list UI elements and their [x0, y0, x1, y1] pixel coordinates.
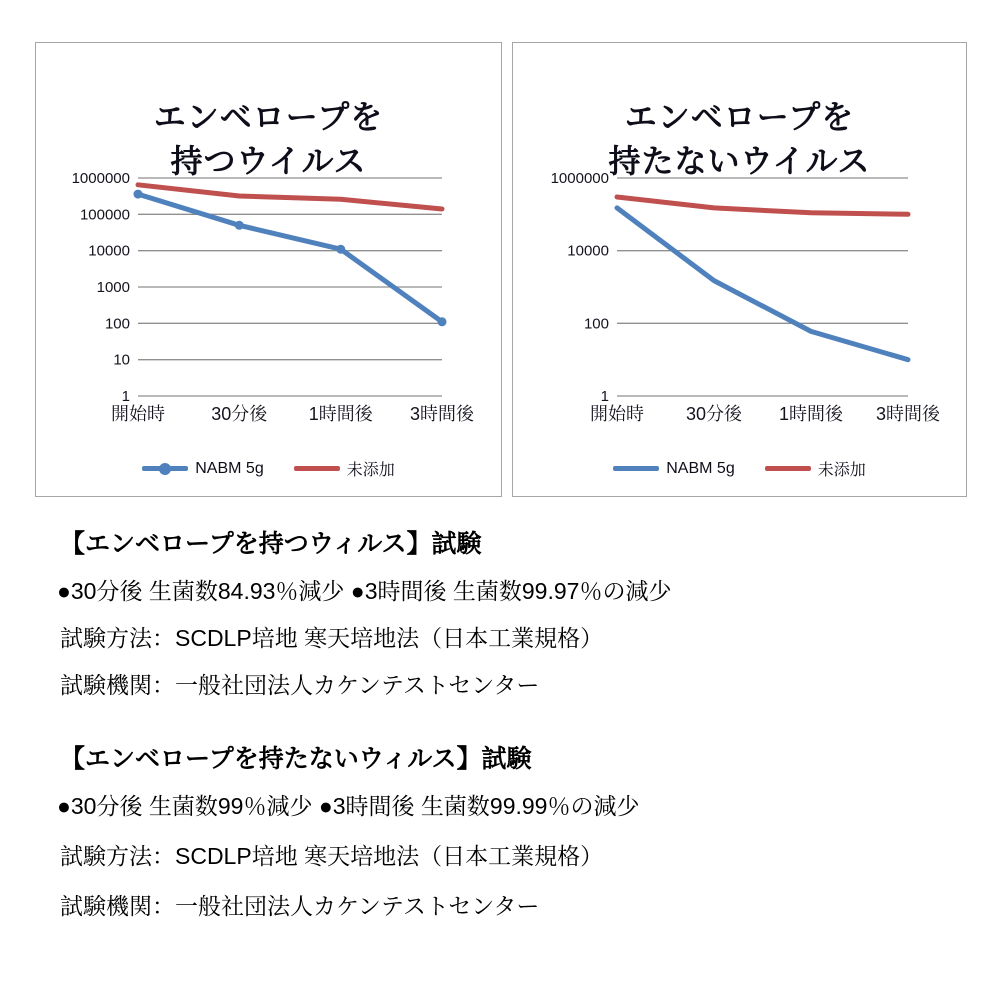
- chart-legend: [513, 457, 966, 480]
- series-line: [617, 208, 908, 360]
- legend-marker-icon: [159, 463, 171, 475]
- chart-title-line-2: 持つウイルス: [170, 143, 367, 179]
- legend-label: NABM 5g: [195, 459, 264, 477]
- x-category-label: 1時間後: [778, 404, 844, 424]
- data-point-marker: [336, 245, 345, 254]
- chart-panel-non-enveloped: [512, 42, 967, 497]
- data-point-marker: [438, 317, 447, 326]
- section-heading-enveloped: 【エンベロープを持つウィルス】試験: [60, 530, 482, 558]
- x-category-label: 開始時: [590, 404, 644, 424]
- section-results-non-enveloped: ●30分後 生菌数99％減少 ●3時間後 生菌数99.99％の減少: [57, 793, 640, 819]
- legend-item: [613, 460, 734, 478]
- chart-legend: [36, 457, 501, 480]
- legend-label: NABM 5g: [666, 459, 735, 477]
- y-tick-label: 1: [121, 388, 130, 405]
- chart-title-line-1: エンベロープを: [624, 99, 855, 135]
- legend-line-swatch: [294, 466, 340, 471]
- section-organization-non-enveloped: 試験機関：一般社団法人カケンテストセンター: [60, 893, 540, 919]
- y-tick-label: 1000000: [71, 170, 130, 187]
- section-organization-enveloped: 試験機関：一般社団法人カケンテストセンター: [60, 672, 540, 698]
- y-tick-label: 1000000: [550, 170, 609, 187]
- data-point-marker: [235, 221, 244, 230]
- y-tick-label: 1: [600, 388, 609, 405]
- series-line: [138, 185, 442, 209]
- legend-label: 未添加: [346, 462, 395, 479]
- chart-title: [36, 95, 501, 183]
- y-tick-label: 10000: [567, 242, 609, 260]
- x-category-label: 1時間後: [308, 404, 373, 424]
- x-category-label: 3時間後: [875, 404, 941, 424]
- x-category-label: 開始時: [111, 404, 165, 424]
- series-line: [617, 197, 908, 214]
- legend-item: [294, 457, 395, 480]
- chart-title-line-2: 持たないウイルス: [608, 143, 871, 179]
- chart-panel-enveloped: [35, 42, 502, 497]
- legend-line-swatch: [142, 466, 188, 471]
- legend-item: [765, 457, 866, 480]
- chart-title: [513, 95, 966, 183]
- x-category-label: 3時間後: [409, 404, 475, 424]
- x-category-label: 30分後: [685, 404, 743, 424]
- y-tick-label: 1000: [96, 279, 130, 296]
- section-results-enveloped: ●30分後 生菌数84.93％減少 ●3時間後 生菌数99.97％の減少: [57, 578, 672, 604]
- legend-item: [142, 460, 263, 478]
- section-heading-non-enveloped: 【エンベロープを持たないウィルス】試験: [60, 745, 532, 773]
- y-tick-label: 100000: [79, 206, 130, 224]
- legend-line-swatch: [765, 466, 811, 471]
- section-method-non-enveloped: 試験方法：SCDLP培地 寒天培地法（日本工業規格）: [60, 843, 604, 869]
- y-tick-label: 100: [583, 315, 609, 333]
- chart-title-line-1: エンベロープを: [153, 99, 384, 135]
- series-line: [138, 194, 442, 322]
- y-tick-label: 10000: [88, 242, 130, 260]
- data-point-marker: [134, 190, 143, 199]
- y-tick-label: 10: [113, 351, 130, 369]
- y-tick-label: 100: [104, 315, 130, 333]
- section-method-enveloped: 試験方法：SCDLP培地 寒天培地法（日本工業規格）: [60, 625, 604, 651]
- x-category-label: 30分後: [211, 404, 268, 424]
- legend-label: 未添加: [817, 462, 866, 479]
- legend-line-swatch: [613, 466, 659, 471]
